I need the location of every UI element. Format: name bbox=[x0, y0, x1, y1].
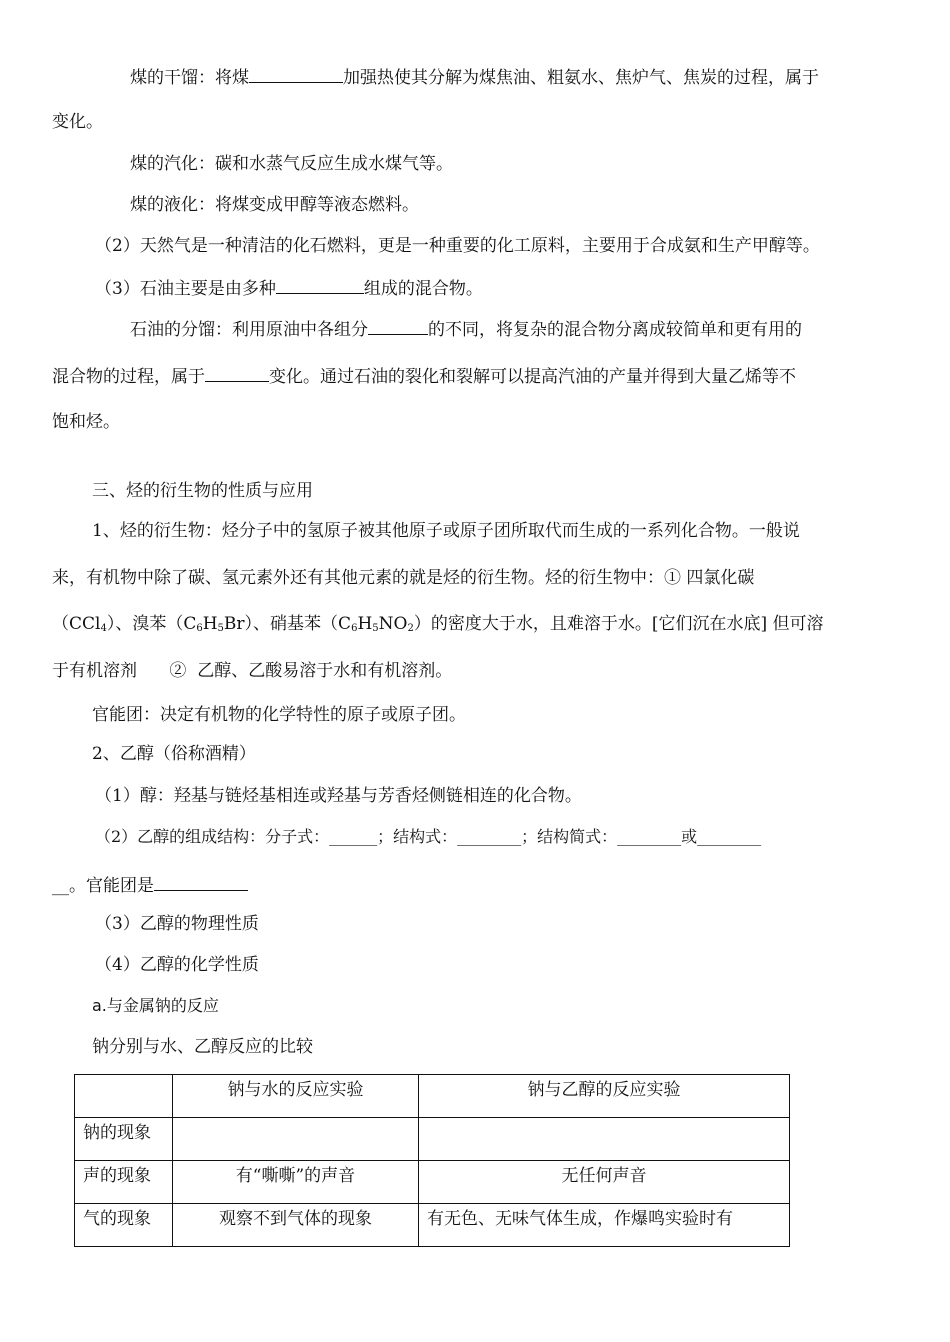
table-row bbox=[75, 1118, 790, 1161]
table-cell: 有无色、无味气体生成，作爆鸣实验时有 bbox=[419, 1204, 790, 1247]
table-cell bbox=[419, 1118, 790, 1161]
fractionation-line3: 饱和烃。 bbox=[52, 412, 120, 432]
comparison-table bbox=[74, 1074, 790, 1247]
fractionation-line1: 石油的分馏：利用原油中各组分 的不同，将复杂的混合物分离成较简单和更有用的 bbox=[130, 317, 802, 341]
fill-blank[interactable] bbox=[368, 317, 428, 335]
ethanol-heading: 2、乙醇（俗称酒精） bbox=[92, 744, 256, 764]
coal-distillation-line2: 变化。 bbox=[52, 112, 103, 132]
ethanol-structure-line1: （2）乙醇的组成结构：分子式：______；结构式：________；结构简式：________或________ bbox=[95, 827, 762, 846]
table-header-cell: 钠与乙醇的反应实验 bbox=[419, 1075, 790, 1118]
derivative-line4: 于有机溶剂 ② 乙醇、乙酸易溶于水和有机溶剂。 bbox=[52, 661, 453, 681]
table-row bbox=[75, 1204, 790, 1247]
functional-group-definition: 官能团：决定有机物的化学特性的原子或原子团。 bbox=[92, 705, 466, 725]
table-header-cell bbox=[75, 1075, 173, 1118]
row-label: 钠的现象 bbox=[75, 1118, 173, 1161]
table-row bbox=[75, 1161, 790, 1204]
table-header-row bbox=[75, 1075, 790, 1118]
derivative-line3: （CCl$_4$）、溴苯$(C_6H_5Br)$、硝基苯$(C_6H_5NO_2)$的密度大于水，且难溶于水。[它们沉在水底] 但可溶 bbox=[52, 614, 824, 634]
fractionation-line2: 混合物的过程，属于 变化。通过石油的裂化和裂解可以提高汽油的产量并得到大量乙烯等不 bbox=[52, 364, 796, 388]
coal-gasification: 煤的汽化：碳和水蒸气反应生成水煤气等。 bbox=[130, 154, 453, 174]
fill-blank[interactable] bbox=[249, 65, 343, 83]
ethanol-physical-properties: （3）乙醇的物理性质 bbox=[95, 914, 259, 934]
fill-blank[interactable] bbox=[205, 364, 269, 382]
derivative-line2: 来，有机物中除了碳、氢元素外还有其他元素的就是烃的衍生物。烃的衍生物中：① 四氯化碳 bbox=[52, 568, 755, 588]
natural-gas-paragraph: （2）天然气是一种清洁的化石燃料，更是一种重要的化工原料，主要用于合成氨和生产甲醇等。 bbox=[95, 236, 820, 256]
sodium-reaction-heading: a.与金属钠的反应 bbox=[92, 996, 219, 1015]
fill-blank[interactable] bbox=[276, 276, 364, 294]
table-cell: 观察不到气体的现象 bbox=[173, 1204, 419, 1247]
petroleum-paragraph: （3）石油主要是由多种 组成的混合物。 bbox=[95, 276, 483, 300]
section3-heading: 三、烃的衍生物的性质与应用 bbox=[92, 481, 313, 501]
table-cell bbox=[173, 1118, 419, 1161]
alcohol-definition: （1）醇：羟基与链烃基相连或羟基与芳香烃侧链相连的化合物。 bbox=[95, 786, 582, 806]
row-label: 气的现象 bbox=[75, 1204, 173, 1247]
row-label: 声的现象 bbox=[75, 1161, 173, 1204]
coal-liquefaction: 煤的液化：将煤变成甲醇等液态燃料。 bbox=[130, 195, 419, 215]
table-caption: 钠分别与水、乙醇反应的比较 bbox=[92, 1037, 313, 1057]
ethanol-structure-line2: __。官能团是 bbox=[52, 873, 248, 897]
derivative-line1: 1、烃的衍生物：烃分子中的氢原子被其他原子或原子团所取代而生成的一系列化合物。一般说 bbox=[92, 521, 800, 541]
table-cell: 无任何声音 bbox=[419, 1161, 790, 1204]
fill-blank[interactable] bbox=[154, 873, 248, 891]
ethanol-chemical-properties: （4）乙醇的化学性质 bbox=[95, 955, 259, 975]
table-cell: 有“嘶嘶”的声音 bbox=[173, 1161, 419, 1204]
table-header-cell: 钠与水的反应实验 bbox=[173, 1075, 419, 1118]
coal-distillation-line1: 煤的干馏：将煤 加强热使其分解为煤焦油、粗氨水、焦炉气、焦炭的过程，属于 bbox=[130, 65, 819, 89]
